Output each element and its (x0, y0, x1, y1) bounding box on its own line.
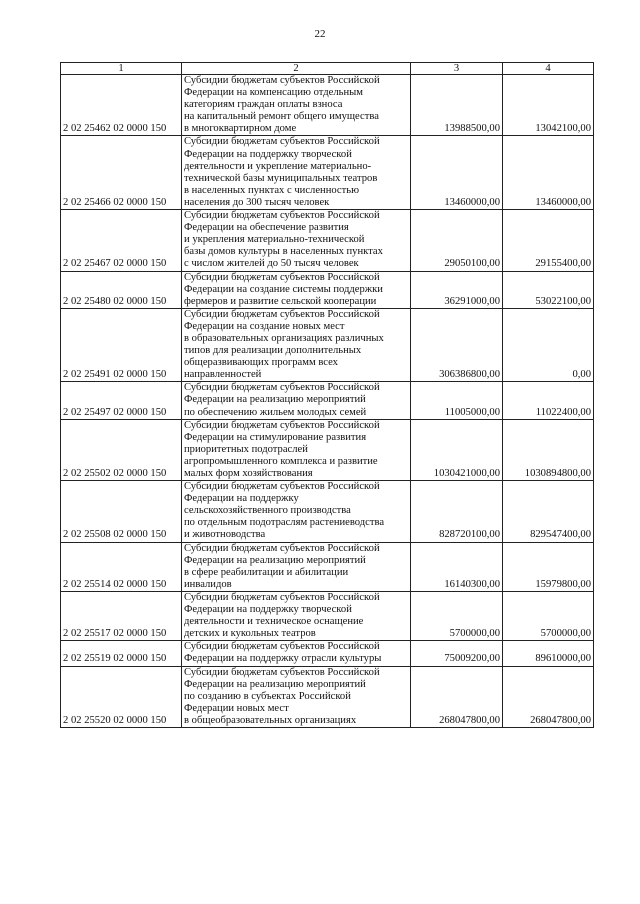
income-name-line: базы домов культуры в населенных пунктах (184, 246, 383, 258)
income-name-cell (182, 75, 411, 136)
income-name-line: Субсидии бюджетам субъектов Российской (184, 542, 380, 554)
income-name-line: Федерации на реализацию мероприятий (184, 678, 366, 690)
income-name-line: деятельности и техническое оснащение (184, 616, 364, 628)
income-name-line: Федерации на поддержку (184, 493, 299, 505)
income-name-line: Федерации на поддержку отрасли культуры (184, 653, 382, 665)
table-row (61, 308, 594, 382)
income-name-line: общеразвивающих программ всех (184, 357, 338, 369)
amount-column-4-cell: 5700000,00 (503, 591, 594, 640)
income-name-line: Субсидии бюджетам субъектов Российской (184, 481, 380, 493)
amount-column-3-cell: 306386800,00 (411, 308, 503, 382)
income-name-cell (182, 666, 411, 727)
income-name-cell (182, 271, 411, 308)
income-code-cell: 2 02 25520 02 0000 150 (61, 666, 182, 727)
income-name-cell (182, 641, 411, 666)
income-name-line: типов для реализации дополнительных (184, 345, 362, 357)
table-row (61, 136, 594, 210)
income-name-line: в населенных пунктах с численностью (184, 184, 360, 196)
amount-column-3-cell: 11005000,00 (411, 382, 503, 419)
income-name-line: в многоквартирном доме (184, 123, 297, 135)
income-code-cell: 2 02 25480 02 0000 150 (61, 271, 182, 308)
income-name-cell (182, 136, 411, 210)
income-name-line: деятельности и укрепление материально- (184, 160, 372, 172)
table-row (61, 419, 594, 480)
income-name-cell (182, 308, 411, 382)
income-name-line: Федерации на создание системы поддержки (184, 283, 383, 295)
amount-column-3-cell: 75009200,00 (411, 641, 503, 666)
income-name-line: с числом жителей до 50 тысяч человек (184, 258, 359, 270)
amount-column-3-cell: 36291000,00 (411, 271, 503, 308)
amount-column-3-cell: 1030421000,00 (411, 419, 503, 480)
table-row (61, 271, 594, 308)
income-name-line: инвалидов (184, 578, 232, 590)
income-name-line: Субсидии бюджетам субъектов Российской (184, 210, 380, 222)
income-name-line: фермеров и развитие сельской кооперации (184, 295, 377, 307)
income-name-line: Федерации на поддержку творческой (184, 604, 352, 616)
amount-column-3-cell: 29050100,00 (411, 210, 503, 271)
income-code-cell: 2 02 25491 02 0000 150 (61, 308, 182, 382)
amount-column-3-cell: 828720100,00 (411, 481, 503, 542)
amount-column-4-cell: 53022100,00 (503, 271, 594, 308)
header-row (61, 63, 594, 75)
income-name-line: по обеспечению жильем молодых семей (184, 406, 367, 418)
income-name-line: Субсидии бюджетам субъектов Российской (184, 271, 380, 283)
amount-column-3-cell: 5700000,00 (411, 591, 503, 640)
income-name-line: Федерации новых мест (184, 702, 289, 714)
income-name-line: населения до 300 тысяч человек (184, 196, 330, 208)
income-name-line: в сфере реабилитации и абилитации (184, 566, 349, 578)
income-name-line: Субсидии бюджетам субъектов Российской (184, 308, 380, 320)
amount-column-4-cell: 13042100,00 (503, 75, 594, 136)
amount-column-4-cell: 11022400,00 (503, 382, 594, 419)
income-code-cell: 2 02 25517 02 0000 150 (61, 591, 182, 640)
page-number: 22 (314, 28, 326, 40)
header-cell-name: 2 (182, 63, 411, 75)
income-code-cell: 2 02 25466 02 0000 150 (61, 136, 182, 210)
amount-column-3-cell: 13460000,00 (411, 136, 503, 210)
income-name-line: Субсидии бюджетам субъектов Российской (184, 591, 380, 603)
income-name-line: сельскохозяйственного производства (184, 505, 351, 517)
income-name-line: приоритетных подотраслей (184, 443, 308, 455)
table-row (61, 542, 594, 591)
income-name-cell (182, 542, 411, 591)
table-row (61, 481, 594, 542)
income-code-cell: 2 02 25502 02 0000 150 (61, 419, 182, 480)
income-code-cell: 2 02 25462 02 0000 150 (61, 75, 182, 136)
header-cell-code: 1 (61, 63, 182, 75)
income-name-line: Федерации на поддержку творческой (184, 148, 352, 160)
income-name-cell (182, 481, 411, 542)
amount-column-4-cell: 89610000,00 (503, 641, 594, 666)
amount-column-4-cell: 268047800,00 (503, 666, 594, 727)
income-name-line: технической базы муниципальных театров (184, 172, 378, 184)
income-name-line: Субсидии бюджетам субъектов Российской (184, 419, 380, 431)
amount-column-4-cell: 15979800,00 (503, 542, 594, 591)
income-name-line: Федерации на реализацию мероприятий (184, 394, 366, 406)
amount-column-4-cell: 0,00 (503, 308, 594, 382)
income-code-cell: 2 02 25497 02 0000 150 (61, 382, 182, 419)
income-code-cell: 2 02 25514 02 0000 150 (61, 542, 182, 591)
header-cell-value-3: 3 (411, 63, 503, 75)
income-code-cell: 2 02 25519 02 0000 150 (61, 641, 182, 666)
budget-table (60, 62, 594, 728)
income-name-line: агропромышленного комплекса и развитие (184, 455, 378, 467)
income-name-line: направленностей (184, 369, 262, 381)
income-name-line: Федерации на создание новых мест (184, 320, 345, 332)
table-row (61, 210, 594, 271)
income-code-cell: 2 02 25467 02 0000 150 (61, 210, 182, 271)
income-name-cell (182, 382, 411, 419)
income-name-line: детских и кукольных театров (184, 628, 316, 640)
amount-column-4-cell: 829547400,00 (503, 481, 594, 542)
income-name-line: в общеобразовательных организациях (184, 714, 357, 726)
amount-column-3-cell: 268047800,00 (411, 666, 503, 727)
income-name-line: в образовательных организациях различных (184, 332, 384, 344)
amount-column-4-cell: 29155400,00 (503, 210, 594, 271)
table-header (61, 63, 594, 75)
income-name-cell (182, 210, 411, 271)
income-name-line: Субсидии бюджетам субъектов Российской (184, 666, 380, 678)
income-name-line: малых форм хозяйствования (184, 468, 313, 479)
amount-column-4-cell: 1030894800,00 (503, 419, 594, 480)
table-row (61, 75, 594, 136)
income-name-line: по созданию в субъектах Российской (184, 690, 351, 702)
table-row (61, 641, 594, 666)
income-name-line: Субсидии бюджетам субъектов Российской (184, 75, 380, 86)
amount-column-3-cell: 13988500,00 (411, 75, 503, 136)
income-name-cell (182, 419, 411, 480)
income-name-line: и животноводства (184, 529, 266, 541)
table-row (61, 382, 594, 419)
income-name-cell (182, 591, 411, 640)
income-name-line: по отдельным подотраслям растениеводства (184, 517, 385, 529)
income-name-line: Федерации на компенсацию отдельным (184, 87, 363, 99)
amount-column-3-cell: 16140300,00 (411, 542, 503, 591)
income-name-line: категориям граждан оплаты взноса (184, 99, 343, 111)
income-name-line: Субсидии бюджетам субъектов Российской (184, 136, 380, 148)
income-name-line: и укрепления материально-технической (184, 234, 365, 246)
income-name-line: Субсидии бюджетам субъектов Российской (184, 382, 380, 394)
amount-column-4-cell: 13460000,00 (503, 136, 594, 210)
income-name-line: Федерации на обеспечение развития (184, 222, 349, 234)
table-row (61, 666, 594, 727)
income-name-line: Федерации на стимулирование развития (184, 431, 367, 443)
income-code-cell: 2 02 25508 02 0000 150 (61, 481, 182, 542)
table-body (61, 75, 594, 728)
income-name-line: на капитальный ремонт общего имущества (184, 111, 379, 123)
income-name-line: Субсидии бюджетам субъектов Российской (184, 641, 380, 653)
header-cell-value-4: 4 (503, 63, 594, 75)
income-name-line: Федерации на реализацию мероприятий (184, 554, 366, 566)
table-row (61, 591, 594, 640)
